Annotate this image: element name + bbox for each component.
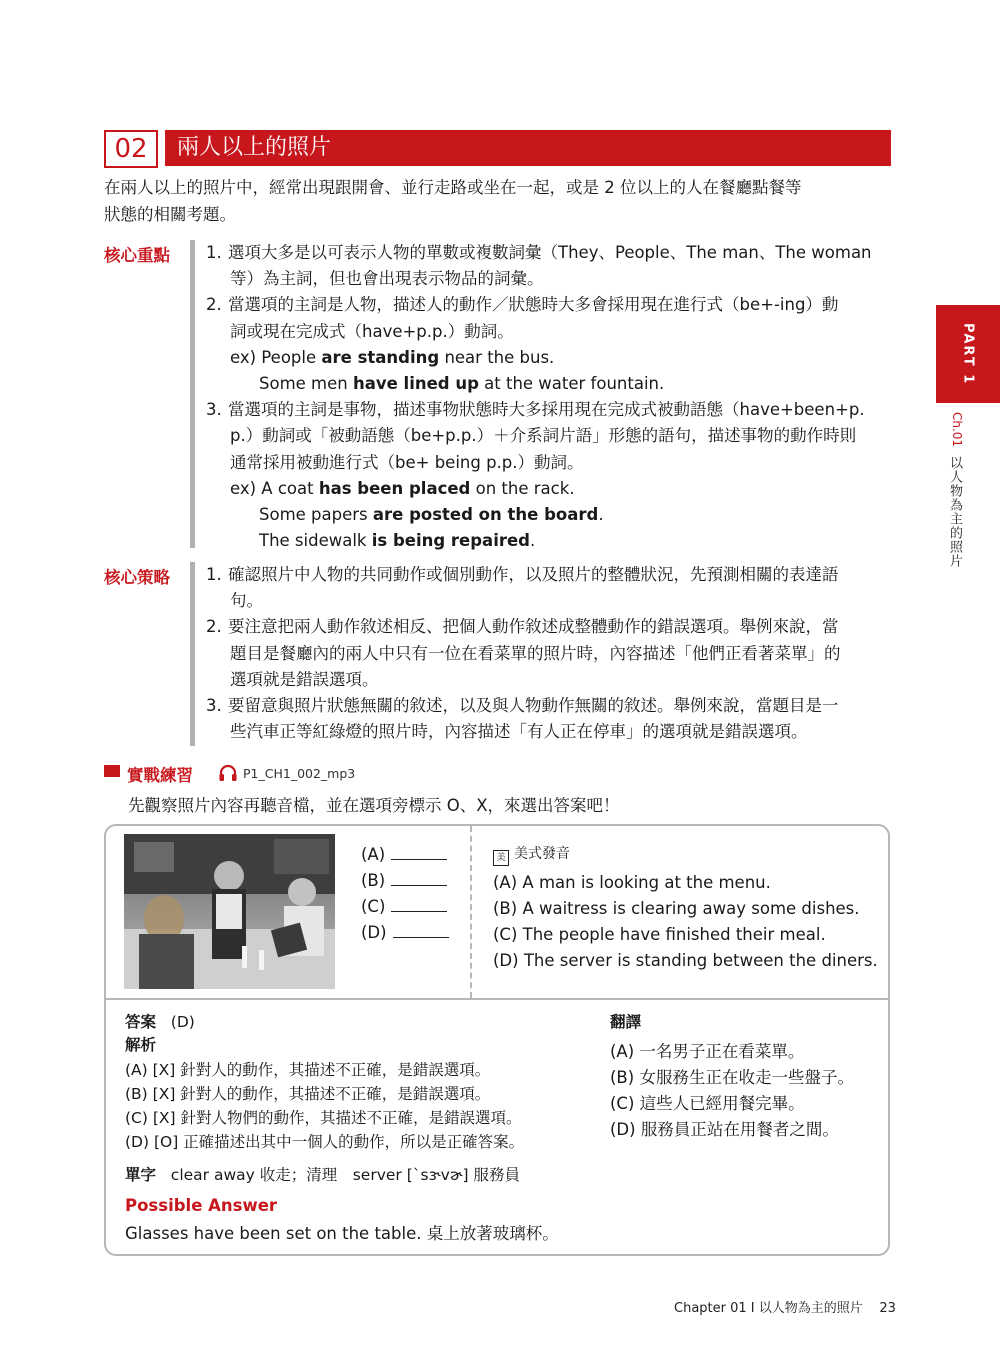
speaker-icon: 美	[493, 850, 509, 866]
translation-label: 翻譯	[610, 1013, 642, 1031]
item-text: 確認照片中人物的共同動作或個別動作，以及照片的整體狀況，先預測相關的表達語	[228, 565, 839, 584]
answer-slot[interactable]: (B)	[361, 871, 447, 890]
item-text: 當選項的主詞是事物，描述事物狀態時大多採用現在完成式被動語態（have+been+p.	[228, 400, 865, 420]
choice-item: (A) A man is looking at the menu.	[493, 873, 771, 892]
item-number: 2.	[206, 295, 222, 315]
key-points-bar	[190, 240, 195, 548]
item-text: 要注意把兩人動作敘述相反、把個人動作敘述成整體動作的錯誤選項。舉例來說，當	[228, 617, 839, 637]
section-number: 02	[104, 130, 158, 168]
chapter-tab: Ch.01	[950, 412, 964, 448]
choice-item: (C) The people have finished their meal.	[493, 925, 826, 944]
key-points-label: 核心重點	[104, 246, 170, 265]
example-line: The sidewalk is being repaired.	[259, 531, 536, 551]
choice-item: (B) A waitress is clearing away some dishes.	[493, 899, 860, 918]
analysis-item: (D) [O] 正確描述出其中一個人的動作，所以是正確答案。	[125, 1133, 525, 1151]
practice-instruction: 先觀察照片內容再聽音檔，並在選項旁標示 O、X，來選出答案吧！	[128, 796, 620, 815]
translation-item: (D) 服務員正站在用餐者之間。	[610, 1120, 839, 1139]
choice-item: (D) The server is standing between the diners.	[493, 951, 878, 970]
box-divider	[106, 998, 888, 1000]
item-text: 些汽車正等紅綠燈的照片時，內容描述「有人正在停車」的選項就是錯誤選項。	[230, 722, 808, 742]
item-number: 3.	[206, 400, 222, 420]
translation-item: (B) 女服務生正在收走一些盤子。	[610, 1068, 854, 1087]
item-text: p.）動詞或「被動語態（be+p.p.）＋介系詞片語」形態的語句，描述事物的動作時則	[230, 426, 857, 446]
restaurant-photo	[124, 834, 335, 989]
item-text: 要留意與照片狀態無關的敘述，以及與人物動作無關的敘述。舉例來說，當題目是一	[228, 696, 839, 716]
practice-marker	[104, 765, 120, 777]
answer-slot[interactable]: (D)	[361, 923, 449, 942]
vocab-line: 單字 clear away 收走；清理 server [ˋsɝvɚ] 服務員	[125, 1166, 520, 1184]
chapter-title-tab: 以人物為主的照片	[947, 456, 962, 568]
item-text: 等）為主詞，但也會出現表示物品的詞彙。	[230, 269, 544, 289]
item-number: 1.	[206, 565, 222, 584]
audio-file-label[interactable]: P1_CH1_002_mp3	[243, 766, 356, 781]
item-text: 通常採用被動進行式（be+ being p.p.）動詞。	[230, 452, 584, 472]
headphones-icon[interactable]	[218, 764, 238, 786]
strategy-list	[206, 562, 896, 745]
page-footer: Chapter 01 I 以人物為主的照片 23	[674, 1301, 896, 1316]
item-text: 詞或現在完成式（have+p.p.）動詞。	[230, 321, 514, 341]
answer-slot[interactable]: (A)	[361, 845, 447, 864]
analysis-item: (B) [X] 針對人的動作，其描述不正確，是錯誤選項。	[125, 1085, 491, 1103]
strategy-label: 核心策略	[104, 568, 170, 587]
part-tab: PART 1	[936, 305, 1000, 403]
intro-line: 狀態的相關考題。	[104, 205, 236, 224]
section-intro	[104, 174, 894, 228]
example-line: ex) A coat has been placed on the rack.	[230, 478, 575, 498]
intro-line: 在兩人以上的照片中，經常出現跟開會、並行走路或坐在一起，或是 2 位以上的人在餐廳點餐等	[104, 178, 802, 197]
analysis-label: 解析	[125, 1036, 157, 1054]
item-text: 選項就是錯誤選項。	[230, 669, 379, 689]
item-text: 句。	[230, 591, 263, 611]
key-points-list	[206, 240, 896, 554]
box-dashed-divider	[470, 826, 472, 998]
translation-item: (A) 一名男子正在看菜單。	[610, 1042, 805, 1061]
item-number: 2.	[206, 617, 222, 637]
item-text: 選項大多是以可表示人物的單數或複數詞彙（They、People、The man、The woman	[228, 243, 872, 262]
example-line: Some papers are posted on the board.	[259, 505, 604, 525]
translation-item: (C) 這些人已經用餐完畢。	[610, 1094, 805, 1113]
practice-label: 實戰練習	[127, 766, 193, 785]
analysis-item: (A) [X] 針對人的動作，其描述不正確，是錯誤選項。	[125, 1061, 491, 1079]
accent-label: 美 美式發音	[493, 843, 570, 866]
section-title: 兩人以上的照片	[165, 130, 891, 166]
page-number: 23	[879, 1301, 896, 1316]
example-line: Some men have lined up at the water fountain.	[259, 374, 665, 394]
example-line: ex) People are standing near the bus.	[230, 347, 555, 367]
strategy-bar	[190, 562, 195, 746]
answer-line: 答案 (D)	[125, 1013, 195, 1031]
item-text: 當選項的主詞是人物，描述人的動作／狀態時大多會採用現在進行式（be+-ing）動	[228, 295, 839, 315]
item-number: 3.	[206, 696, 222, 716]
possible-answer: Glasses have been set on the table. 桌上放著玻璃杯。	[125, 1224, 559, 1243]
item-number: 1.	[206, 243, 222, 262]
possible-answer-label: Possible Answer	[125, 1196, 278, 1215]
item-text: 題目是餐廳內的兩人中只有一位在看菜單的照片時，內容描述「他們正看著菜單」的	[230, 643, 841, 663]
analysis-item: (C) [X] 針對人物們的動作，其描述不正確，是錯誤選項。	[125, 1109, 522, 1127]
answer-slot[interactable]: (C)	[361, 897, 447, 916]
